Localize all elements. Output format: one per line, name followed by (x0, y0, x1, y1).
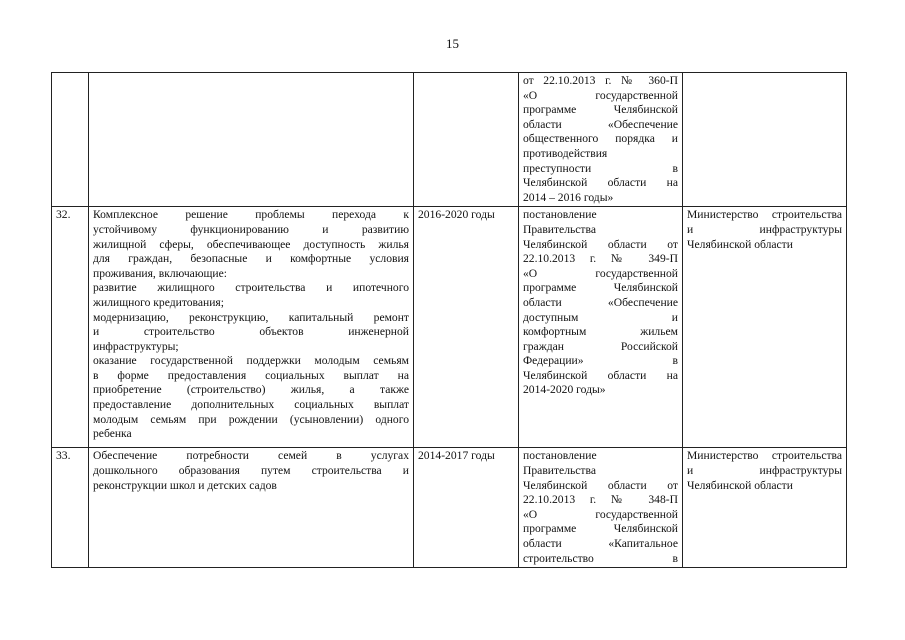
basis-line: противодействия (523, 146, 608, 160)
basis-line: от 22.10.2013 г. № 360-П (523, 74, 678, 87)
description-line: устойчивому функционированию и развитию (93, 222, 409, 236)
executor-cell (683, 207, 847, 448)
basis-line: программе Челябинской (523, 103, 678, 117)
description-line: для граждан, безопасные и комфортные условия (93, 252, 409, 266)
term-cell (414, 207, 519, 448)
page-number: 15 (446, 36, 459, 51)
basis-line: граждан Российской (523, 339, 678, 353)
table-row (52, 73, 847, 207)
term-text: 2016-2020 годы (418, 208, 495, 222)
row-number-cell (52, 207, 89, 448)
basis-line: Правительства (523, 222, 596, 236)
description-line: Комплексное решение проблемы перехода к (93, 208, 409, 222)
description-line: проживания, включающие: (93, 266, 227, 280)
basis-line: «О государственной (523, 88, 678, 102)
description-line: реконструкции школ и детских садов (93, 478, 277, 492)
row-number: 32. (56, 208, 71, 222)
executor-line: Челябинской области (687, 478, 793, 492)
description-line: жилищного кредитования; (93, 295, 224, 309)
row-number-cell (52, 73, 89, 207)
term-text: 2014-2017 годы (418, 449, 495, 463)
basis-line: Челябинской области на (523, 368, 678, 382)
description-line: приобретение (строительство) жилья, а также (93, 383, 409, 397)
term-cell (414, 448, 519, 568)
table-row (52, 448, 847, 568)
basis-line: комфортным жильем (523, 325, 678, 339)
description-line: модернизацию, реконструкцию, капитальный ремонт (93, 310, 409, 324)
description-line: дошкольного образования путем строительства и (93, 463, 409, 477)
basis-line: общественного порядка и (523, 132, 678, 146)
row-number: 33. (56, 449, 71, 463)
basis-line: области «Капитальное (523, 536, 678, 550)
description-cell (89, 448, 414, 568)
description-line: предоставление дополнительных социальных выплат (93, 398, 409, 412)
executor-line: и инфраструктуры (687, 463, 842, 477)
basis-cell (519, 448, 683, 568)
executor-line: Челябинской области (687, 237, 793, 251)
description-line: инфраструктуры; (93, 339, 179, 353)
executor-cell (683, 73, 847, 207)
basis-line: программе Челябинской (523, 281, 678, 295)
basis-line: Федерации» в (523, 354, 678, 368)
basis-line: области «Обеспечение (523, 295, 678, 309)
description-line: оказание государственной поддержки молодым семьям (93, 354, 409, 368)
description-line: молодым семьям при рождении (усыновлении) одного (93, 412, 409, 426)
basis-line: 22.10.2013 г. № 348-П (523, 493, 678, 507)
description-line: развитие жилищного строительства и ипотечного (93, 281, 409, 295)
description-cell (89, 73, 414, 207)
basis-cell (519, 207, 683, 448)
term-cell (414, 73, 519, 207)
executor-cell (683, 448, 847, 568)
basis-line: «О государственной (523, 266, 678, 280)
basis-line: постановление (523, 449, 597, 463)
basis-line: строительство в (523, 551, 678, 565)
description-line: в форме предоставления социальных выплат на (93, 368, 409, 382)
basis-line: «О государственной (523, 507, 678, 521)
table-row (52, 207, 847, 448)
basis-line: Челябинской области от (523, 237, 678, 251)
basis-line: постановление (523, 208, 597, 222)
description-cell (89, 207, 414, 448)
basis-line: преступности в (523, 161, 678, 175)
executor-line: Министерство строительства (687, 449, 842, 463)
basis-line: области «Обеспечение (523, 117, 678, 131)
row-number-cell (52, 448, 89, 568)
document-table (51, 72, 847, 568)
basis-line: Челябинской области на (523, 176, 678, 190)
basis-line: программе Челябинской (523, 522, 678, 536)
basis-line: 2014 – 2016 годы» (523, 190, 614, 204)
basis-line: доступным и (523, 310, 678, 324)
executor-line: и инфраструктуры (687, 222, 842, 236)
basis-line: 22.10.2013 г. № 349-П (523, 252, 678, 266)
executor-line: Министерство строительства (687, 208, 842, 222)
basis-line: Правительства (523, 463, 596, 477)
description-line: и строительство объектов инженерной (93, 325, 409, 339)
description-line: жилищной сферы, обеспечивающее доступность жилья (93, 237, 409, 251)
basis-line: 2014-2020 годы» (523, 383, 606, 397)
description-line: ребенка (93, 427, 132, 441)
basis-line: Челябинской области от (523, 478, 678, 492)
description-line: Обеспечение потребности семей в услугах (93, 449, 409, 463)
basis-cell (519, 73, 683, 207)
